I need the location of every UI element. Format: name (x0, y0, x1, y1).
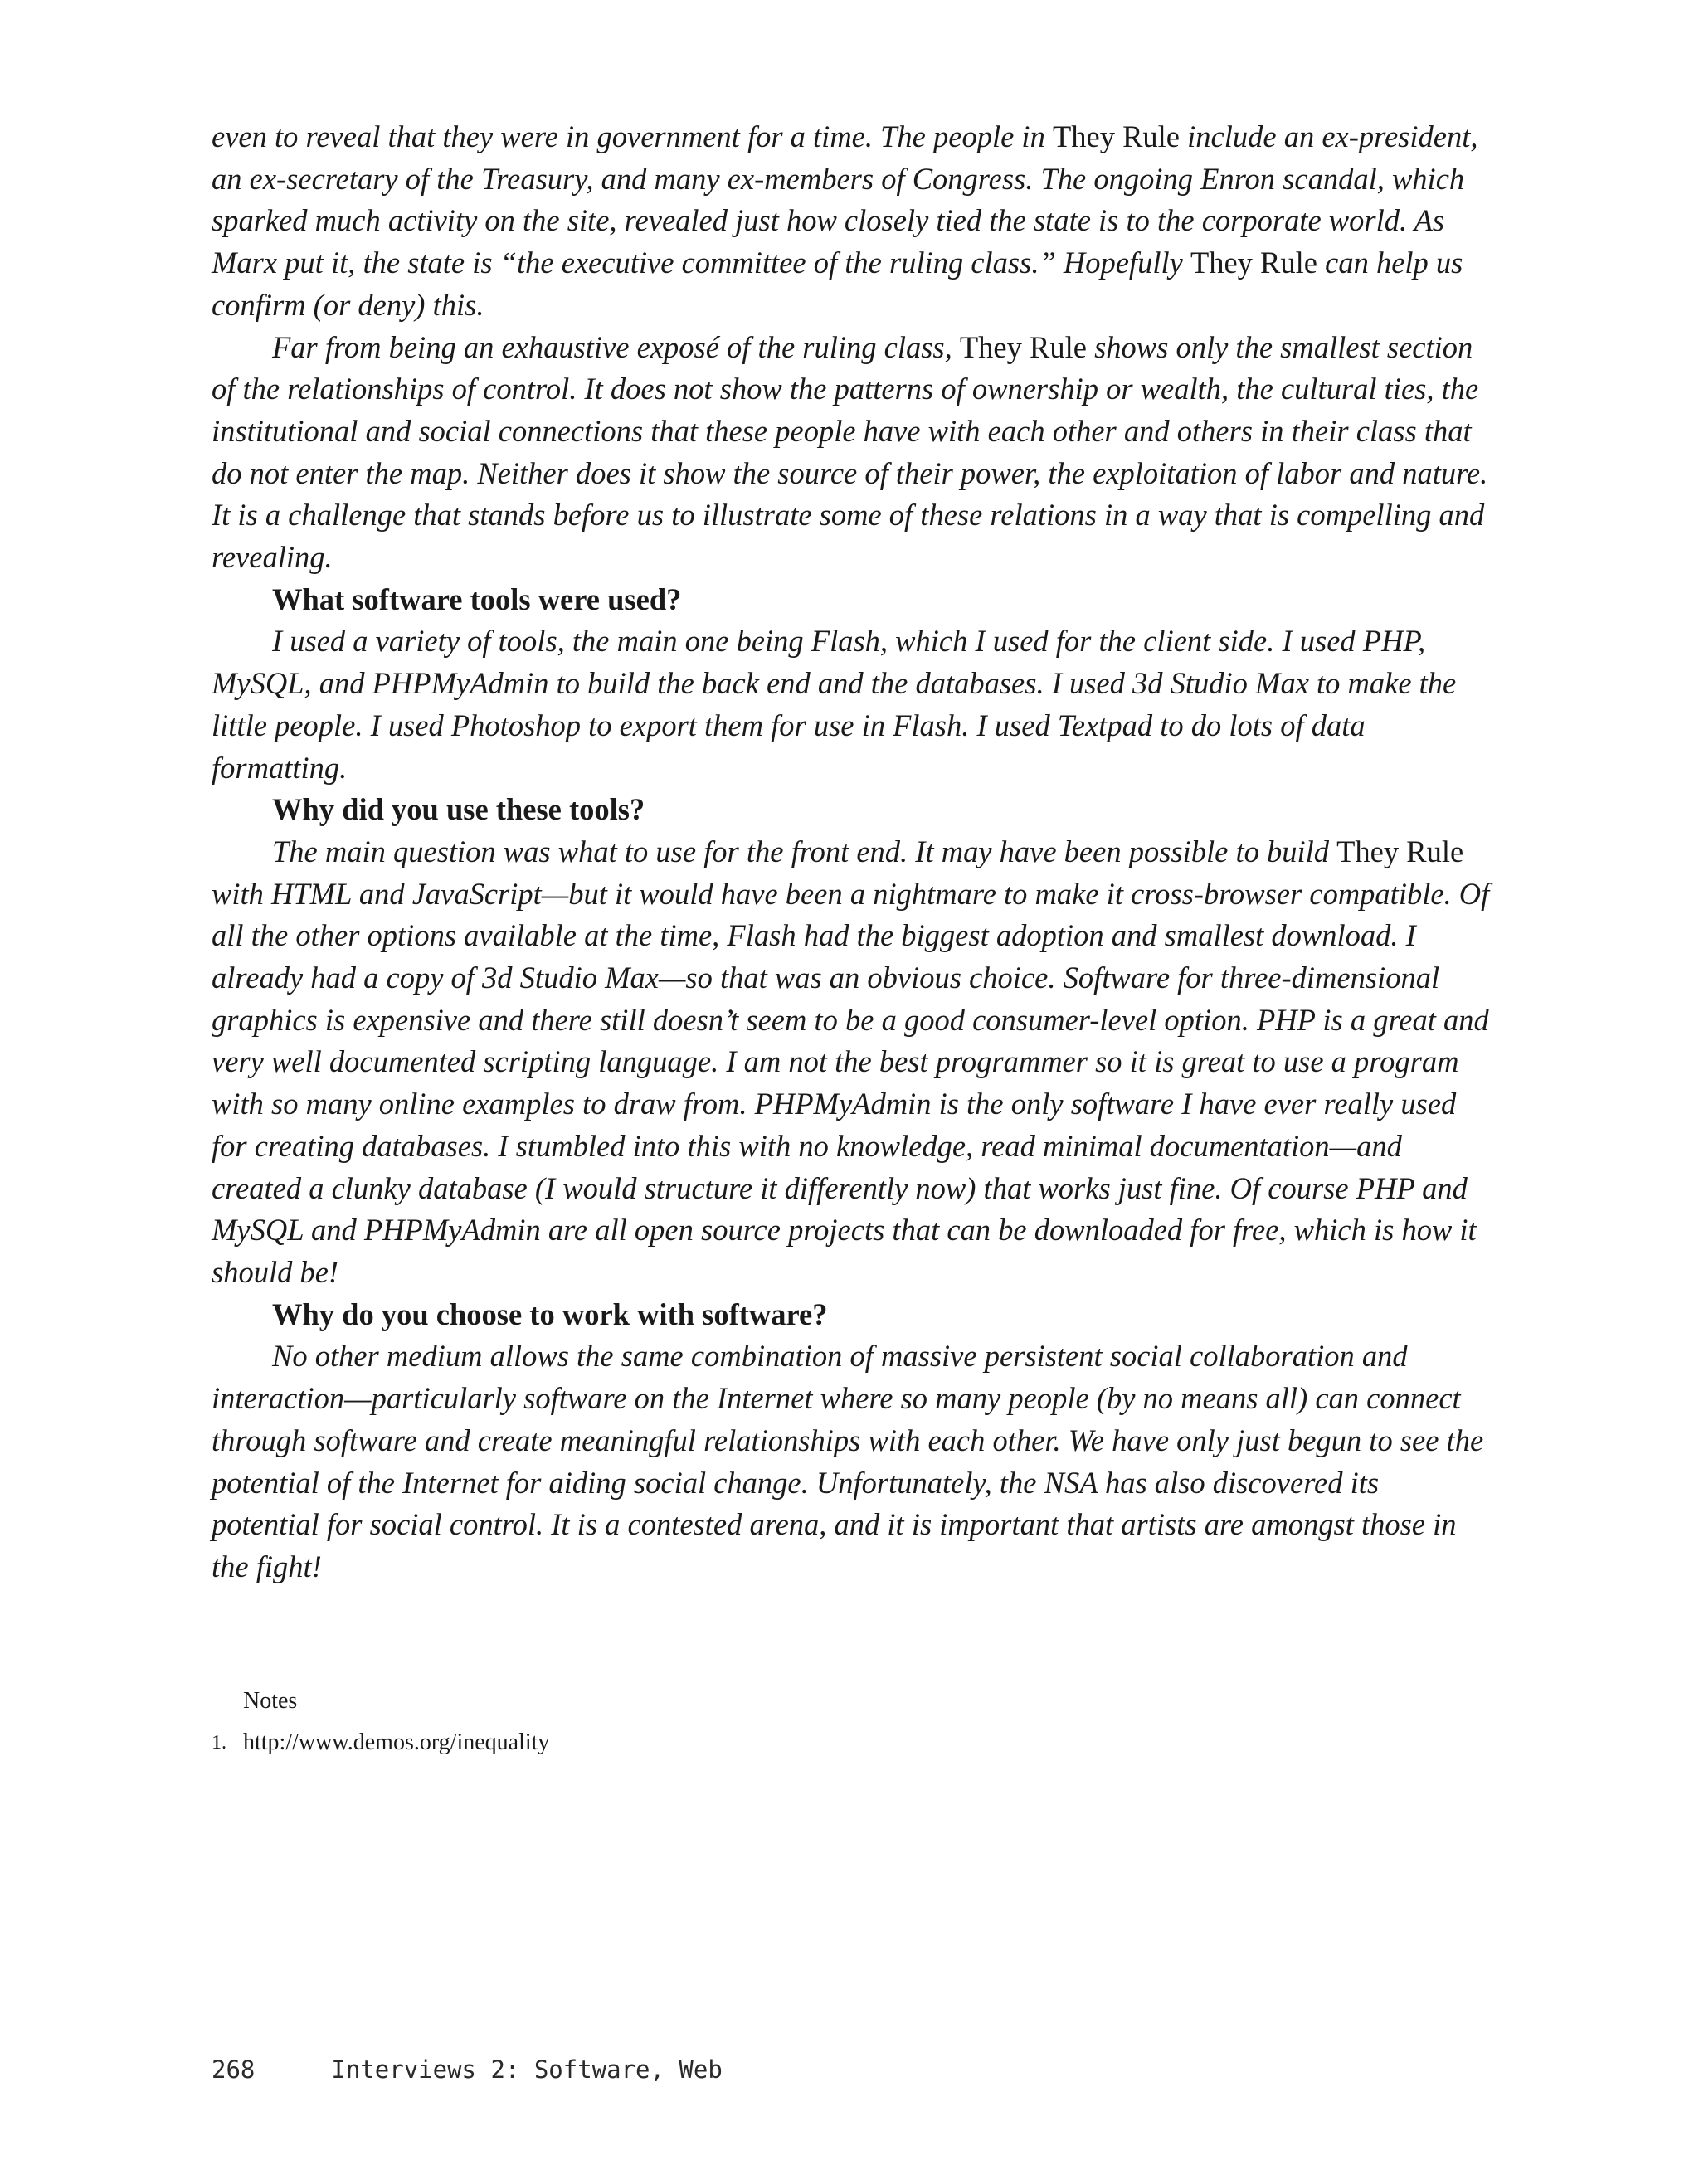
answer-paragraph (212, 1335, 1493, 1588)
continued-paragraph (212, 116, 1493, 327)
interview-question: Why do you choose to work with software? (272, 1296, 828, 1331)
paragraph-text: with HTML and JavaScript—but it would have been a nightmare to make it cross-browser compatible. Of all the other options available at the time, Flash had the biggest adoption and smallest download. I already had a copy of 3d Studio Max—so that was an obvious choice. Software for three-dimensional graphics is expensive and there still doesn’t seem to be a good consumer-level option. PHP is a great and very well documented scripting language. I am not the best programmer so it is great to use a program with so many online examples to draw from. PHPMyAdmin is the only software I have ever really used for creating databases. I stumbled into this with no knowledge, read minimal documentation—and created a clunky database (I would structure it differently now) that works just fine. Of course PHP and MySQL and PHPMyAdmin are all open source projects that can be downloaded for free, which is how it should be! (212, 876, 1490, 1289)
answer-paragraph (212, 620, 1493, 789)
answer-paragraph (212, 831, 1493, 1294)
interview-question: Why did you use these tools? (272, 792, 645, 827)
notes-heading: Notes (243, 1688, 298, 1714)
page-footer (212, 2055, 723, 2084)
note-number: 1. (212, 1732, 226, 1754)
paragraph-text: even to reveal that they were in government for a time. The people in (212, 119, 1053, 153)
paragraph-text: include an ex-president, an ex-secretary of the Treasury, and many ex-members of Congress. The ongoing Enron scandal, which sparked much activity on the site, revealed just how closely tied the state is to the corporate world. As Marx put it, the state is “the executive committee of the ruling class.” Hopefully (212, 119, 1478, 280)
paragraph-text: shows only the smallest section of the relationships of control. It does not show the patterns of ownership or wealth, the cultural ties, the institutional and social connections that these people have with each other and others in their class that do not enter the map. Neither does it show the source of their power, the exploitation of labor and nature. It is a challenge that stands before us to illustrate some of these relations in a way that is compelling and revealing. (212, 329, 1488, 575)
paragraph-text: Far from being an exhaustive exposé of the ruling class, (272, 329, 960, 364)
answer-paragraph (212, 327, 1493, 579)
note-url: http://www.demos.org/inequality (243, 1729, 550, 1755)
project-title: They Rule (1052, 119, 1181, 153)
interview-question: What software tools were used? (272, 581, 682, 616)
article-body (212, 116, 1493, 1588)
page-number: 268 (212, 2055, 256, 2084)
paragraph-text: The main question was what to use for the front end. It may have been possible to build (272, 834, 1337, 868)
project-title: They Rule (959, 329, 1087, 364)
notes-section (212, 1681, 1207, 1763)
paragraph-text: can help us confirm (or deny) this. (212, 246, 1463, 322)
project-title: They Rule (1190, 246, 1317, 280)
project-title: They Rule (1336, 834, 1464, 868)
paragraph-text: No other medium allows the same combination of massive persistent social collaboration and interaction—particularly software on the Internet where so many people (by no means all) can connect through software and create meaningful relationships with each other. We have only just begun to see the potential of the Internet for aiding social change. Unfortunately, the NSA has also discovered its potential for social control. It is a contested arena, and it is important that artists are amongst those in the fight! (212, 1339, 1484, 1583)
paragraph-text: I used a variety of tools, the main one being Flash, which I used for the client side. I used PHP, MySQL, and PHPMyAdmin to build the back end and the databases. I used 3d Studio Max to make the little people. I used Photoshop to export them for use in Flash. I used Textpad to do lots of data formatting. (212, 624, 1457, 785)
note-item (212, 1722, 1207, 1763)
running-section-title: Interviews 2: Software, Web (331, 2055, 723, 2084)
